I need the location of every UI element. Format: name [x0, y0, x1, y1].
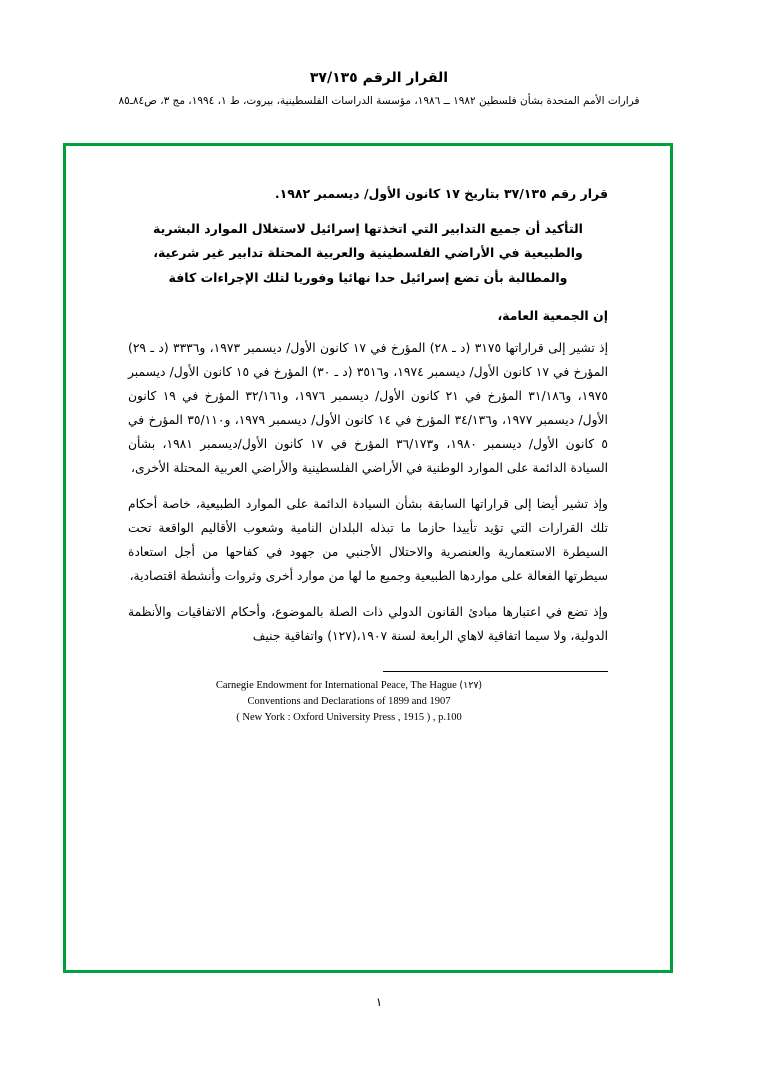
source-citation: قرارات الأمم المتحدة بشأن فلسطين ١٩٨٢ ــ ١٩٨٦، مؤسسة الدراسات الفلسطينية، بيروت، ط ١، ١٩٩٤، مج ٣، ص٨٤ـ٨٥	[118, 95, 640, 107]
footnote-marker: (١٢٧)	[459, 679, 483, 691]
footnote-line-1	[128, 678, 570, 694]
paragraph-2: وإذ تشير أيضا إلى قراراتها السابقة بشأن السيادة الدائمة على الموارد الطبيعية، خاصة أحكام تلك القرارات التي تؤيد تأييدا حازما ما تبذله البلدان النامية وشعوب الأقاليم الواقعة تحت السيطرة الاستعمارية والعنصرية والاحتلال الأجنبي من جهود في كفاحها من أجل استعادة سيطرتها الفعالة على مواردها الطبيعية وجميع ما لها من موارد أخرى وثروات وأنشطة اقتصادية،	[128, 496, 608, 583]
page-title: القرار الرقم ٣٧/١٣٥	[309, 70, 449, 86]
resolution-body	[66, 146, 670, 727]
resolution-intro: إن الجمعية العامة،	[497, 308, 608, 324]
resolution-reference-line: قرار رقم ٣٧/١٣٥ بتاريخ ١٧ كانون الأول/ ديسمبر ١٩٨٢.	[274, 186, 608, 201]
green-border-frame	[63, 143, 673, 973]
page-number: ١	[375, 995, 383, 1009]
resolution-heading: التأكيد أن جميع التدابير التي اتخذتها إسرائيل لاستغلال الموارد البشرية والطبيعية في الأراضي الفلسطينية والعربية المحتلة تدابير غير شرعية، والمطالبة بأن تضع إسرائيل حدا نهائيا وفوريا لتلك الإجراءات كافة	[153, 221, 583, 285]
footnote-text-1: Carnegie Endowment for International Peace, The Hague	[215, 679, 457, 691]
footnote-line-3: ( New York : Oxford University Press , 1915 ) , p.100	[236, 712, 462, 724]
footnote-line-2: Conventions and Declarations of 1899 and 1907	[247, 696, 451, 708]
footnote	[128, 678, 608, 727]
document-header	[0, 0, 758, 107]
footnote-divider	[383, 671, 608, 672]
paragraph-3: وإذ تضع في اعتبارها مبادئ القانون الدولي ذات الصلة بالموضوع، وأحكام الاتفاقيات والأنظمة الدولية، ولا سيما اتفاقية لاهاي الرابعة لسنة ١٩٠٧،(١٢٧) واتفاقية جنيف	[128, 604, 608, 643]
paragraph-1: إذ تشير إلى قراراتها ٣١٧٥ (د ـ ٢٨) المؤرخ في ١٧ كانون الأول/ ديسمبر ١٩٧٣، و٣٣٣٦ (د ـ ٢٩) المؤرخ في ١٧ كانون الأول/ ديسمبر ١٩٧٤، و٣٥١٦ (د ـ ٣٠) المؤرخ في ١٥ كانون الأول/ ديسمبر ١٩٧٥، و٣١/١٨٦ المؤرخ في ٢١ كانون الأول/ ديسمبر ١٩٧٦، و٣٢/١٦١ المؤرخ في ١٩ كانون الأول/ ديسمبر ١٩٧٧، و٣٤/١٣٦ المؤرخ في ١٤ كانون الأول/ ديسمبر ١٩٧٩، و٣٥/١١٠ المؤرخ في ٥ كانون الأول/ ديسمبر ١٩٨٠، و٣٦/١٧٣ المؤرخ في ١٧ كانون الأول/ديسمبر ١٩٨١، بشأن السيادة الدائمة على الموارد الوطنية في الأراضي الفلسطينية والأراضي العربية المحتلة الأخرى،	[128, 341, 609, 475]
